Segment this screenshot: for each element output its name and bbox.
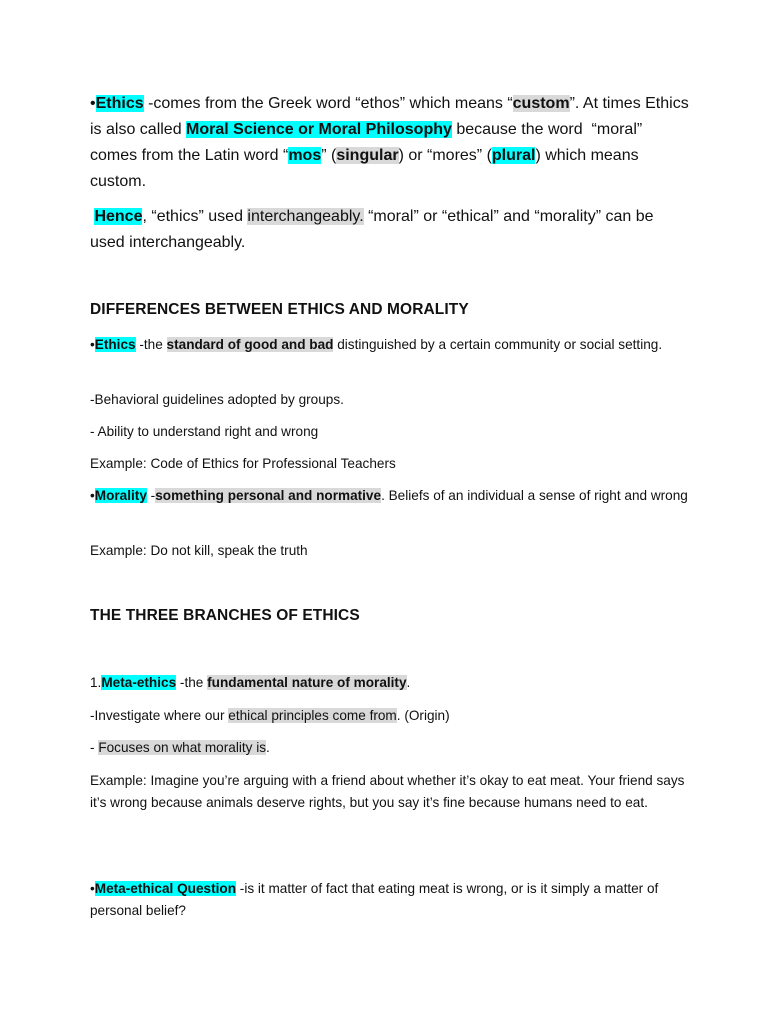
text-run: ) or “mores” ( — [398, 147, 492, 164]
bold-text: Greek — [268, 95, 312, 112]
bold-text: Latin word — [204, 147, 279, 164]
bold-text: Example: — [90, 456, 147, 471]
highlighted-term: Moral Science or Moral Philosophy — [186, 121, 452, 138]
meta-ethics-definition — [90, 672, 690, 694]
text-run: Code of Ethics for Professional Teachers — [146, 456, 396, 471]
bold-text: • — [90, 881, 95, 896]
morality-definition — [90, 485, 690, 507]
hence-paragraph — [90, 204, 690, 256]
text-run: -Behavioral guidelines adopted by groups. — [90, 392, 344, 407]
text-run: distinguished by a certain community or social setting. — [333, 337, 663, 352]
meta-ethics-example — [90, 770, 690, 814]
meta-ethics-origin-line — [90, 705, 690, 727]
highlighted-term: plural — [491, 147, 536, 164]
branches-heading: THE THREE BRANCHES OF ETHICS — [90, 607, 360, 624]
text-run: . — [141, 173, 147, 190]
morality-example — [90, 540, 690, 562]
gray-highlight-text: standard of good and bad — [166, 337, 334, 352]
text-run: “moral” or “ethical” and “morality” can be used interchangeably. — [90, 208, 658, 251]
gray-highlight-text: ethical principles come from — [228, 708, 397, 723]
text-run: - Ability to understand right and wrong — [90, 424, 319, 439]
highlighted-term: Meta-ethical Question — [94, 881, 237, 896]
ethics-behavioral-line — [90, 389, 690, 411]
bold-text: moral — [596, 121, 637, 138]
text-run: - — [146, 488, 156, 503]
text-run: . Beliefs of an individual a sense of right and wrong — [381, 488, 688, 503]
gray-highlight-text: something personal and normative — [155, 488, 382, 503]
text-run: word “ — [311, 95, 361, 112]
gray-highlight-text: custom — [512, 95, 570, 112]
text-run: -comes from the — [143, 95, 269, 112]
ethics-example — [90, 453, 690, 475]
text-run: 1. — [90, 675, 102, 690]
gray-highlight-text: interchangeably. — [247, 208, 364, 225]
highlighted-term: mos — [288, 147, 322, 164]
highlighted-term: Meta-ethics — [101, 675, 177, 690]
text-run: ”. At times Ethics is also called — [90, 95, 694, 138]
highlighted-term: Ethics — [95, 95, 144, 112]
highlighted-term: Morality — [94, 488, 147, 503]
text-run: -the — [135, 337, 167, 352]
text-run: - — [90, 740, 99, 755]
highlighted-term: Hence — [94, 208, 143, 225]
bold-text: • — [90, 488, 95, 503]
differences-heading: DIFFERENCES BETWEEN ETHICS AND MORALITY — [90, 301, 469, 318]
ethics-origin-paragraph — [90, 91, 694, 195]
ethics-definition — [90, 334, 690, 356]
text-run: . — [406, 675, 411, 690]
text-run: -is it matter of fact that eating meat is wrong, or is it simply a matter of personal belief? — [90, 881, 663, 918]
highlighted-term: Ethics — [94, 337, 136, 352]
text-run: Example: Do not kill, speak the truth — [90, 543, 308, 558]
text-run: , “ethics” used — [142, 208, 248, 225]
text-run: ) which means — [535, 147, 644, 164]
text-run: . — [266, 740, 270, 755]
meta-ethics-focus-line — [90, 737, 690, 759]
gray-highlight-text: Focuses on what morality is — [98, 740, 267, 755]
bold-text: • — [90, 95, 96, 112]
text-run: ” comes from the — [90, 121, 647, 164]
bold-text: custom — [90, 173, 142, 190]
text-run: . (Origin) — [396, 708, 450, 723]
meta-ethical-question — [90, 878, 690, 922]
text-run: -Investigate where our — [90, 708, 229, 723]
bold-text: • — [90, 337, 95, 352]
text-run: Imagine you’re arguing with a friend about whether it’s okay to eat meat. Your friend says it’s wrong because animals deserve rights, but you say it’s fine because humans need to eat. — [90, 773, 689, 810]
gray-highlight-text: singular — [336, 147, 399, 164]
text-run: ” which means “ — [399, 95, 513, 112]
text-run: -the — [176, 675, 208, 690]
bold-text: ethos — [360, 95, 400, 112]
text-run: “ — [278, 147, 289, 164]
text-run: because the word “ — [451, 121, 597, 138]
ethics-ability-line — [90, 421, 690, 443]
bold-text: Example: — [90, 773, 147, 788]
text-run: ” ( — [321, 147, 337, 164]
gray-highlight-text: fundamental nature of morality — [207, 675, 407, 690]
